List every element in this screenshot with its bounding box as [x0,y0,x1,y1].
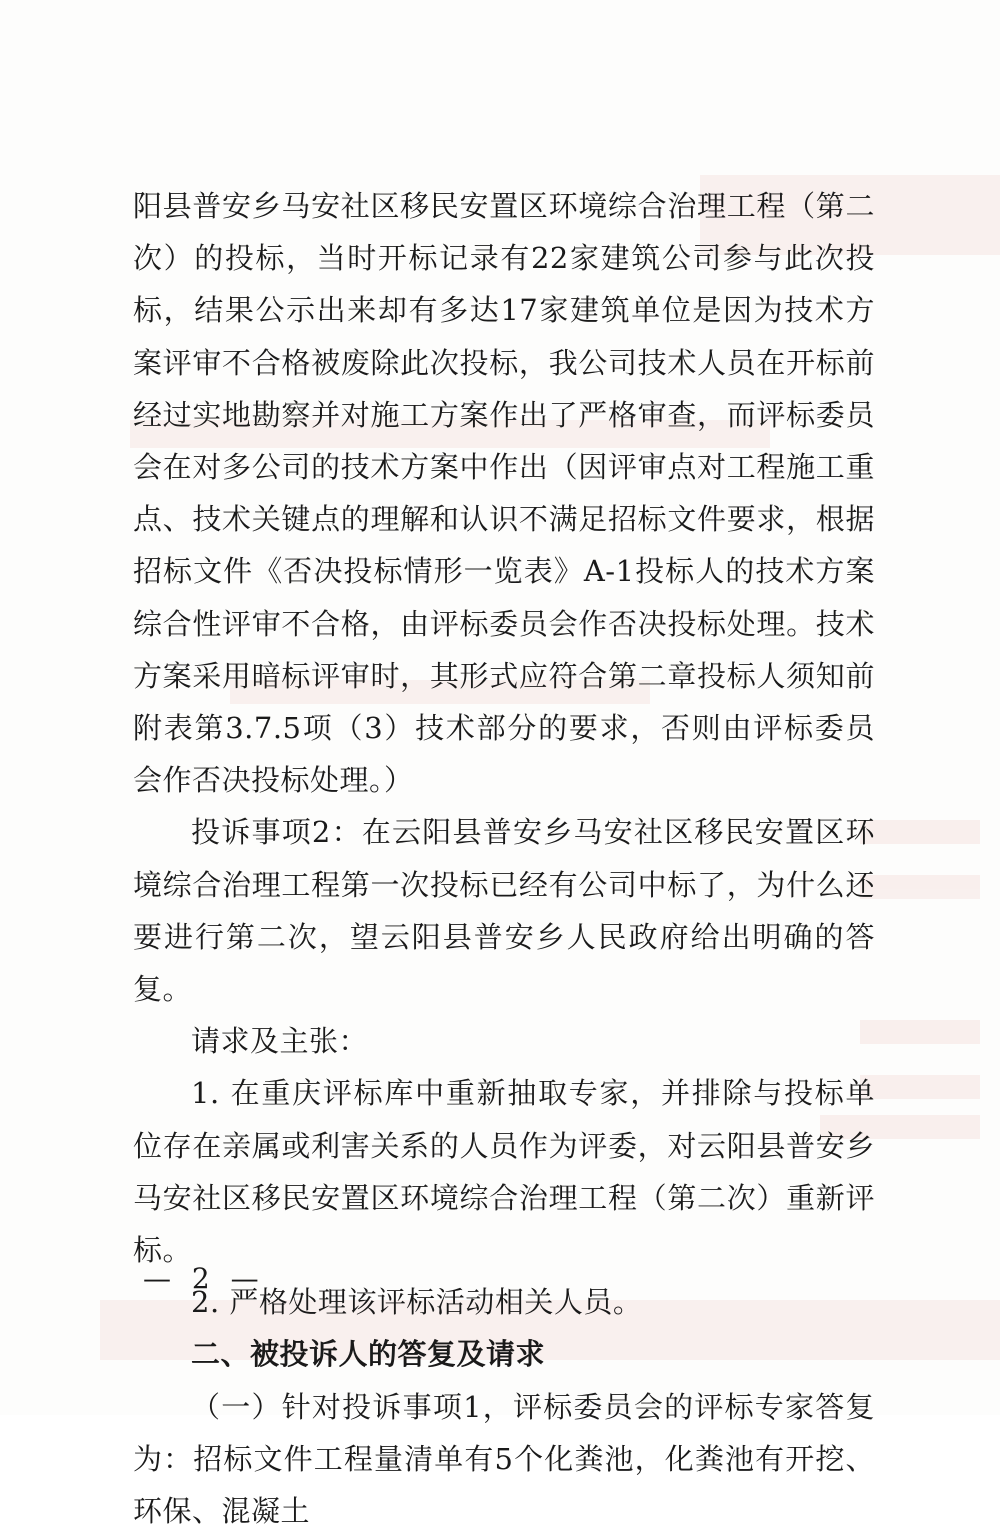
paragraph-continuation: 阳县普安乡马安社区移民安置区环境综合治理工程（第二次）的投标，当时开标记录有22家建筑公司参与此次投标，结果公示出来却有多达17家建筑单位是因为技术方案评审不合格被废除此次投标，我公司技术人员在开标前经过实地勘察并对施工方案作出了严格审查，而评标委员会在对多公司的技术方案中作出（因评审点对工程施工重点、技术关键点的理解和认识不满足招标文件要求，根据招标文件《否决投标情形一览表》A-1投标人的技术方案综合性评审不合格，由评标委员会作否决投标处理。技术方案采用暗标评审时，其形式应符合第二章投标人须知前附表第3.7.5项（3）技术部分的要求，否则由评标委员会作否决投标处理。） [133,189,875,798]
section-heading: 二、被投诉人的答复及请求 [191,1337,546,1372]
paragraph-requests-label: 请求及主张： [191,1024,369,1059]
paragraph-request-1: 1. 在重庆评标库中重新抽取专家，并排除与投标单位存在亲属或利害关系的人员作为评委，对云阳县普安乡马安社区移民安置区环境综合治理工程（第二次）重新评标。 [133,1076,875,1268]
paragraph-request-2: 2. 严格处理该评标活动相关人员。 [191,1285,643,1320]
body-text [133,180,875,1537]
paragraph-complaint-item-2: 投诉事项2：在云阳县普安乡马安社区移民安置区环境综合治理工程第一次投标已经有公司中标了，为什么还要进行第二次，望云阳县普安乡人民政府给出明确的答复。 [133,815,875,1007]
page-number: — 2 — [143,1262,265,1295]
paragraph-reply-1: （一）针对投诉事项1，评标委员会的评标专家答复为：招标文件工程量清单有5个化粪池，化粪池有开挖、环保、混凝土 [133,1389,875,1529]
